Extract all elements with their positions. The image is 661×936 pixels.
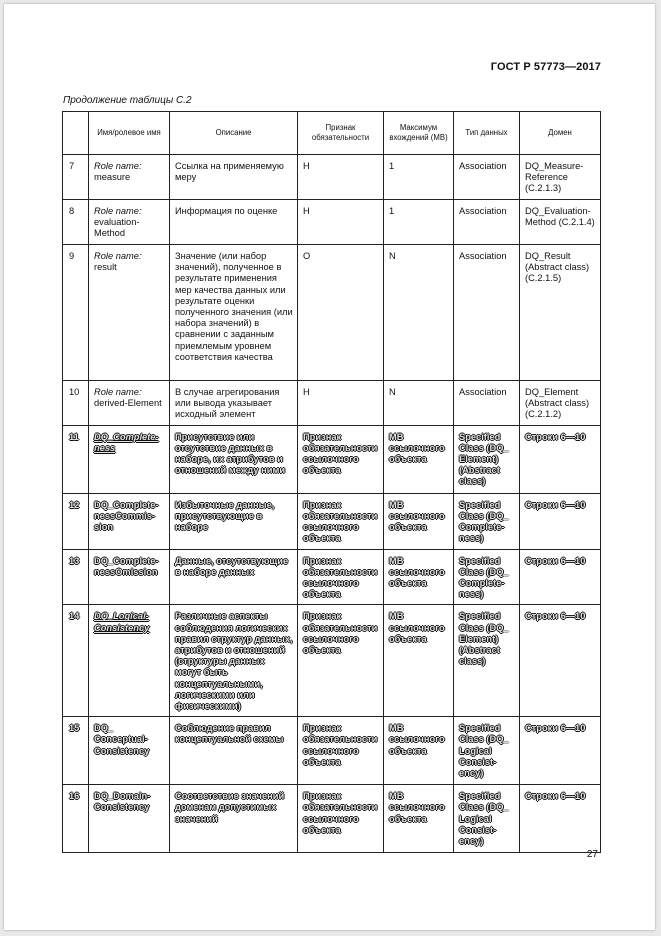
document-page bbox=[4, 4, 655, 930]
row-max: 1 bbox=[384, 155, 454, 200]
row-name: DQ_Complete-nessCommis-sion bbox=[89, 493, 170, 549]
row-description: В случае агрегирования или вывода указывает исходный элемент bbox=[170, 381, 298, 426]
table-row bbox=[63, 381, 601, 426]
row-name bbox=[89, 200, 170, 245]
row-type: Specified Class (DQ_ Element) (Abstract class) bbox=[454, 425, 520, 493]
row-domain: DQ_Element (Abstract class) (C.2.1.2) bbox=[520, 381, 601, 426]
row-domain: Строки 6—10 bbox=[520, 549, 601, 605]
table-row bbox=[63, 425, 601, 493]
row-domain: Строки 6—10 bbox=[520, 717, 601, 785]
row-max: МВ ссылочного объекта bbox=[384, 717, 454, 785]
row-obligation: Н bbox=[298, 200, 384, 245]
header-num bbox=[63, 112, 89, 155]
row-name: DQ_Complete-nessOmission bbox=[89, 549, 170, 605]
role-value: derived-Element bbox=[94, 398, 162, 409]
row-domain: Строки 6—10 bbox=[520, 493, 601, 549]
table-row bbox=[63, 785, 601, 853]
role-value: measure bbox=[94, 172, 131, 183]
row-type: Association bbox=[454, 200, 520, 245]
row-domain: Строки 6—10 bbox=[520, 785, 601, 853]
row-name: DQ_ Conceptual-Consistency bbox=[89, 717, 170, 785]
row-type: Association bbox=[454, 155, 520, 200]
row-max: МВ ссылочного объекта bbox=[384, 493, 454, 549]
table-row bbox=[63, 493, 601, 549]
table-row bbox=[63, 245, 601, 381]
row-obligation: Н bbox=[298, 381, 384, 426]
row-type: Specified Class (DQ_ Logical Consist-ency) bbox=[454, 717, 520, 785]
header-domain: Домен bbox=[520, 112, 601, 155]
row-description: Избыточные данные, присутствующие в наборе bbox=[170, 493, 298, 549]
row-type: Association bbox=[454, 381, 520, 426]
row-obligation: Признак обязательности ссылочного объекта bbox=[298, 493, 384, 549]
header-max-occurrence: Максимум вхождений (МВ) bbox=[384, 112, 454, 155]
table-row bbox=[63, 200, 601, 245]
header-data-type: Тип данных bbox=[454, 112, 520, 155]
row-obligation: О bbox=[298, 245, 384, 381]
table-header-row bbox=[63, 112, 601, 155]
table-row bbox=[63, 605, 601, 717]
row-name: DQ_Domain-Consistency bbox=[89, 785, 170, 853]
header-name: Имя/ролевое имя bbox=[89, 112, 170, 155]
row-domain: Строки 6—10 bbox=[520, 425, 601, 493]
table-row bbox=[63, 549, 601, 605]
row-type: Specified Class (DQ_ Logical Consist-ency) bbox=[454, 785, 520, 853]
row-domain: DQ_Result (Abstract class) (C.2.1.5) bbox=[520, 245, 601, 381]
row-type: Association bbox=[454, 245, 520, 381]
row-max: МВ ссылочного объекта bbox=[384, 425, 454, 493]
row-obligation: Н bbox=[298, 155, 384, 200]
row-description: Ссылка на применяемую меру bbox=[170, 155, 298, 200]
page-number: 27 bbox=[586, 849, 598, 860]
row-max: МВ ссылочного объекта bbox=[384, 605, 454, 717]
row-name bbox=[89, 155, 170, 200]
row-number: 11 bbox=[63, 425, 89, 493]
role-label: Role name: bbox=[94, 161, 142, 171]
table-caption: Продолжение таблицы С.2 bbox=[63, 95, 192, 106]
document-code: ГОСТ Р 57773—2017 bbox=[490, 61, 601, 73]
row-domain: DQ_Evaluation-Method (C.2.1.4) bbox=[520, 200, 601, 245]
role-value: evaluation-Method bbox=[94, 217, 140, 239]
table-row bbox=[63, 155, 601, 200]
row-max: МВ ссылочного объекта bbox=[384, 549, 454, 605]
row-name: DQ_Complete-ness bbox=[89, 425, 170, 493]
row-domain: DQ_Measure-Reference (C.2.1.3) bbox=[520, 155, 601, 200]
row-description: Данные, отсутствующие в наборе данных bbox=[170, 549, 298, 605]
row-name bbox=[89, 245, 170, 381]
row-obligation: Признак обязательности ссылочного объекта bbox=[298, 425, 384, 493]
row-description: Присутствие или отсутствие данных в наборе, их атрибутов и отношений между ними bbox=[170, 425, 298, 493]
row-type: Specified Class (DQ_ Element) (Abstract class) bbox=[454, 605, 520, 717]
row-type: Specified Class (DQ_ Complete-ness) bbox=[454, 549, 520, 605]
row-obligation: Признак обязательности ссылочного объекта bbox=[298, 605, 384, 717]
row-number: 15 bbox=[63, 717, 89, 785]
row-obligation: Признак обязательности ссылочного объекта bbox=[298, 717, 384, 785]
row-name bbox=[89, 381, 170, 426]
row-description: Соответствие значений доменам допустимых значений bbox=[170, 785, 298, 853]
row-type: Specified Class (DQ_ Complete-ness) bbox=[454, 493, 520, 549]
header-obligation: Признак обязательности bbox=[298, 112, 384, 155]
row-domain: Строки 6—10 bbox=[520, 605, 601, 717]
row-description: Соблюдение правил концептуальной схемы bbox=[170, 717, 298, 785]
row-number: 9 bbox=[63, 245, 89, 381]
row-description: Различные аспекты соблюдения логических правил структур данных, атрибутов и отношений (структуры данных могут быть концептуальными, логическими или физическими) bbox=[170, 605, 298, 717]
role-value: result bbox=[94, 262, 117, 273]
row-number: 7 bbox=[63, 155, 89, 200]
row-number: 14 bbox=[63, 605, 89, 717]
row-number: 16 bbox=[63, 785, 89, 853]
row-max: МВ ссылочного объекта bbox=[384, 785, 454, 853]
row-description: Информация по оценке bbox=[170, 200, 298, 245]
role-label: Role name: bbox=[94, 387, 142, 397]
header-description: Описание bbox=[170, 112, 298, 155]
row-number: 12 bbox=[63, 493, 89, 549]
row-number: 13 bbox=[63, 549, 89, 605]
row-max: 1 bbox=[384, 200, 454, 245]
row-obligation: Признак обязательности ссылочного объекта bbox=[298, 785, 384, 853]
role-label: Role name: bbox=[94, 206, 142, 216]
row-number: 10 bbox=[63, 381, 89, 426]
role-label: Role name: bbox=[94, 251, 142, 261]
row-description: Значение (или набор значений), полученное в результате применения мер качества данных или результате оценки полученного значения (или набора значений) в сравнении с заданным приемлемым уровнем соответствия качества bbox=[170, 245, 298, 381]
row-max: N bbox=[384, 381, 454, 426]
row-number: 8 bbox=[63, 200, 89, 245]
attributes-table bbox=[62, 111, 601, 853]
row-max: N bbox=[384, 245, 454, 381]
row-name: DQ_Logical-Consistency bbox=[89, 605, 170, 717]
table-row bbox=[63, 717, 601, 785]
row-obligation: Признак обязательности ссылочного объекта bbox=[298, 549, 384, 605]
